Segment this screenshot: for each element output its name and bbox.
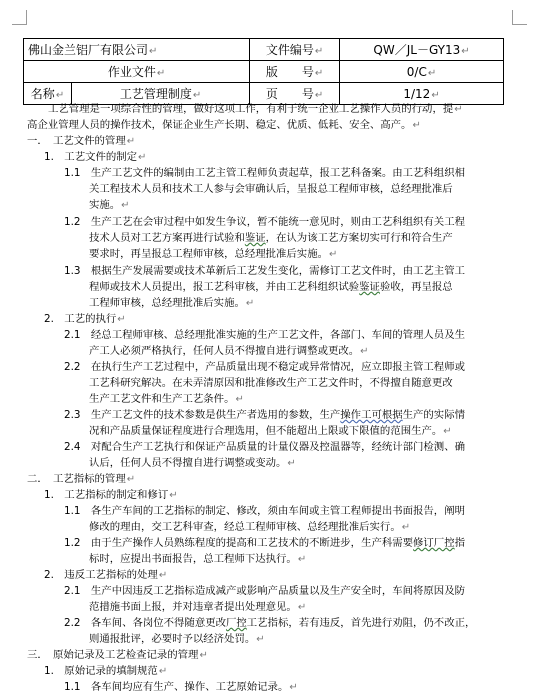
clause-line: 标时，应提出书面报告，总工程师下达执行。↵ xyxy=(89,553,307,565)
clause-line: 工程师审核，总经理批准后实施。↵ xyxy=(89,297,255,309)
clause-line: 2.1 经总工程师审核、总经理批准实施的生产工艺文件，各部门、车间的管理人员及生 xyxy=(64,329,465,341)
page-corner-mark xyxy=(12,10,27,25)
subsection-heading: 2. 工艺的执行↵ xyxy=(44,313,126,325)
version-value: 0/C xyxy=(406,64,427,79)
clause-line: 工艺科研究解决。在未弄清原因和批准修改生产工艺文件时，不得擅自随意更改 xyxy=(89,377,453,389)
page-value: 1/12 xyxy=(403,86,431,101)
doc-number-value-cell[interactable] xyxy=(340,39,504,61)
clause-line: 关工程技术人员和技术工人参与会审确认后，呈报总工程师审核，总经理批准后 xyxy=(89,183,453,195)
clause-line: 2.3 生产工艺文件的技术参数是供生产者选用的参数，生产操作工可根据生产的实际情 xyxy=(64,409,465,421)
name-label: 名称 xyxy=(30,87,55,101)
clause-line: 技术人员对工艺方案再进行试验和鉴证，在认为该工艺方案切实可行和符合生产 xyxy=(89,232,453,244)
clause-line: 1.1 各车间均应有生产、操作、工艺原始记录。↵ xyxy=(64,681,298,693)
doc-number-value: QW／JL－GY13 xyxy=(373,43,461,57)
paragraph-line: 高企业管理人员的操作技术，保证企业生产长期、稳定、优质、低耗、安全、高产。↵ xyxy=(27,119,421,131)
paragraph-mark: ↵ xyxy=(431,89,440,101)
header-table xyxy=(23,38,504,105)
clause-line: 1.3 根据生产发展需要或技术革新后工艺发生变化，需修订工艺文件时，由工艺主管工 xyxy=(64,265,465,277)
clause-line: 实施。↵ xyxy=(89,199,130,211)
doc-number-label: 文件编号 xyxy=(265,43,314,57)
page-corner-mark xyxy=(512,10,527,25)
paragraph-mark: ↵ xyxy=(461,46,470,57)
paragraph-mark: ↵ xyxy=(314,68,324,79)
clause-line: 1.2 生产工艺在会审过程中如发生争议，暂不能统一意见时，则由工艺科组织有关工程 xyxy=(64,216,465,228)
version-label: 版 号 xyxy=(265,65,314,79)
clause-line: 1.2 由于生产操作人员熟练程度的提高和工艺技术的不断进步，生产科需要修订厂控指 xyxy=(64,537,465,549)
name-value: 工艺管理制度 xyxy=(119,87,192,101)
company-name: 佛山金兰铝厂有限公司 xyxy=(28,43,149,57)
clause-line: 1.1 各生产车间的工艺指标的制定、修改，须由车间或主管工程师提出书面报告，阐明 xyxy=(64,505,465,517)
section-heading: 三． 原始记录及工艺检查记录的管理↵ xyxy=(27,649,208,661)
subsection-heading: 1. 原始记录的填制规范↵ xyxy=(44,665,168,677)
paragraph-mark: ↵ xyxy=(156,68,166,79)
version-value-cell[interactable] xyxy=(340,61,504,83)
doc-type: 作业文件 xyxy=(107,65,156,79)
page-label: 页 号 xyxy=(265,87,314,101)
clause-line: 修改的理由，交工艺科审查，经总工程师审核、总经理批准后实行。↵ xyxy=(89,521,411,533)
clause-line: 产工人必须严格执行，任何人员不得擅自进行调整或更改。↵ xyxy=(89,345,369,357)
paragraph-mark: ↵ xyxy=(149,46,158,57)
paragraph-mark: ↵ xyxy=(55,90,65,101)
clause-line: 则通报批评，必要时予以经济处罚。↵ xyxy=(89,633,265,645)
clause-line: 要求时，再呈报总工程师审核，总经理批准后实施。↵ xyxy=(89,248,338,260)
clause-line: 1.1 生产工艺文件的编制由工艺主管工程师负责起草，报工艺科备案。由工艺科组织相 xyxy=(64,167,465,179)
paragraph-line: 工艺管理是一项综合性的管理，做好这项工作，有利于统一企业工艺操作人员的行动，提↵ xyxy=(48,103,463,115)
doc-number-label-cell[interactable] xyxy=(250,39,340,61)
subsection-heading: 1. 工艺指标的制定和修订↵ xyxy=(44,489,178,501)
subsection-heading: 2. 违反工艺指标的处理↵ xyxy=(44,569,168,581)
clause-line: 2.4 对配合生产工艺执行和保证产品质量的计量仪器及控温器等，经统计部门检测、确 xyxy=(64,441,465,453)
paragraph-mark: ↵ xyxy=(314,90,324,101)
doc-type-cell[interactable] xyxy=(24,61,250,83)
clause-line: 2.1 生产中因违反工艺指标造成减产或影响产品质量以及生产安全时，车间将原因及防 xyxy=(64,585,465,597)
paragraph-mark: ↵ xyxy=(192,90,202,101)
clause-line: 况和产品质量保证程度进行合理选用，但不能超出上限或下限值的范围生产。↵ xyxy=(89,425,452,437)
clause-line: 认后，任何人员不得擅自进行调整或变动。↵ xyxy=(89,457,296,469)
company-name-cell[interactable] xyxy=(24,39,250,61)
paragraph-mark: ↵ xyxy=(314,46,324,57)
clause-line: 范措施书面上报，并对违章者提出处理意见。↵ xyxy=(89,601,307,613)
paragraph-mark: ↵ xyxy=(427,67,437,79)
section-heading: 二． 工艺指标的管理↵ xyxy=(27,473,136,485)
version-label-cell[interactable] xyxy=(250,61,340,83)
clause-line: 2.2 各车间、各岗位不得随意更改厂控工艺指标，若有违反，首先进行劝阻，仍不改正， xyxy=(64,617,476,629)
section-heading: 一． 工艺文件的管理↵ xyxy=(27,135,136,147)
subsection-heading: 1. 工艺文件的制定↵ xyxy=(44,151,147,163)
clause-line: 生产工艺文件和生产工艺条件。↵ xyxy=(89,393,244,405)
clause-line: 程师或技术人员提出，报工艺科审核，并由工艺科组织试验鉴证验收，再呈报总 xyxy=(89,281,453,293)
clause-line: 2.2 在执行生产工艺过程中，产品质量出现不稳定或异常情况，应立即报主管工程师或 xyxy=(64,361,465,373)
